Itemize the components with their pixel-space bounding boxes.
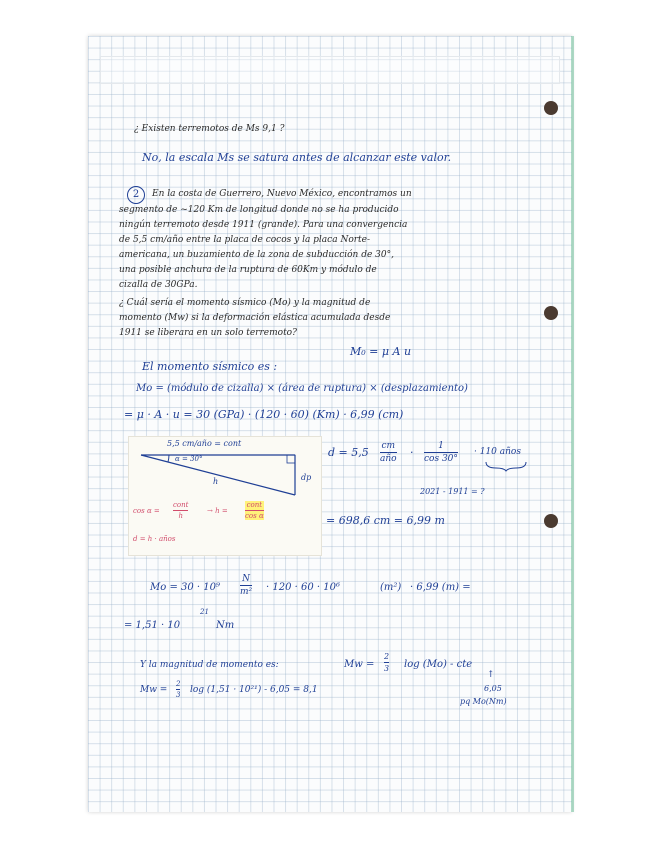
sticky-note	[128, 436, 322, 556]
year-span: 2021 - 1911 = ?	[420, 487, 485, 496]
mo-numeric-m2: (m²)	[380, 582, 402, 593]
mo-numeric-lhs: Mo = 30 · 10⁹	[150, 582, 220, 593]
problem-number: 2	[127, 186, 145, 204]
mo-unit: Nm	[216, 620, 235, 631]
mw-calc-rhs: log (1,51 · 10²¹) - 6,05 = 8,1	[190, 685, 318, 695]
mo-exponent: 21	[200, 608, 209, 616]
d-calc-lhs: d = 5,5	[328, 446, 369, 459]
problem-text-line: cizalla de 30GPa.	[119, 280, 198, 290]
mw-formula-fraction: 2 3	[384, 652, 390, 673]
question-1: ¿ Existen terremotos de Ms 9,1 ?	[134, 124, 285, 134]
problem-text-line: En la costa de Guerrero, Nuevo México, encontramos un	[152, 189, 412, 199]
header-band	[100, 56, 560, 84]
mw-calc-fraction: 2 3	[176, 680, 181, 699]
sticky-dp: dp	[301, 473, 312, 482]
mw-formula-rhs: log (Mo) - cte	[404, 659, 473, 670]
sticky-cos-fraction: cont h	[173, 501, 189, 520]
mw-intro: Y la magnitud de momento es:	[140, 660, 279, 670]
mo-result: = 1,51 · 10	[124, 620, 181, 631]
sticky-alpha: α = 30°	[175, 455, 203, 463]
d-result: = 698,6 cm = 6,99 m	[326, 514, 445, 527]
mo-definition: Mo = (módulo de cizalla) × (área de ruptura) × (desplazamiento)	[136, 383, 468, 394]
mo-numeric-end: · 6,99 (m) =	[410, 582, 471, 593]
question-2-line: momento (Mw) si la deformación elástica acumulada desde	[119, 313, 391, 323]
d-calc-unit: cm año	[380, 441, 397, 464]
problem-text-line: segmento de ~120 Km de longitud donde no se ha producido	[119, 205, 399, 215]
question-2-line: ¿ Cuál sería el momento sísmico (Mo) y la magnitud de	[119, 298, 371, 308]
mw-arrow: ↑	[487, 670, 495, 680]
mo-calculation: = μ · A · u = 30 (GPa) · (120 · 60) (Km) · 6,99 (cm)	[124, 408, 404, 421]
moment-title: El momento sísmico es :	[142, 360, 278, 373]
problem-text-line: de 5,5 cm/año entre la placa de cocos y la placa Norte-	[119, 235, 371, 245]
sticky-d-line: d = h · años	[133, 535, 176, 543]
problem-text-line: americana, un buzamiento de la zona de subducción de 30°,	[119, 250, 394, 260]
mw-cte: 6,05	[484, 684, 502, 693]
problem-text-line: una posible anchura de la ruptura de 60Km y módulo de	[119, 265, 377, 275]
sticky-top-label: 5,5 cm/año = cont	[167, 439, 242, 448]
mo-numeric-mid: · 120 · 60 · 10⁶	[266, 582, 340, 593]
problem-text-line: ningún terremoto desde 1911 (grande). Para una convergencia	[119, 220, 408, 230]
mw-note: pq Mo(Nm)	[460, 697, 507, 706]
sticky-h-fraction: cont cos α	[245, 501, 264, 520]
mw-formula-lhs: Mw =	[344, 659, 375, 670]
binder-hole	[544, 306, 558, 320]
d-calc-cos: 1 cos 30°	[424, 441, 458, 464]
answer-1: No, la escala Ms se satura antes de alcanzar este valor.	[142, 151, 452, 164]
mo-numeric-unit: N m²	[240, 574, 253, 597]
brace	[484, 460, 528, 472]
sticky-h: h	[213, 477, 219, 486]
sticky-cos-label: cos α =	[133, 507, 160, 515]
binder-hole	[544, 514, 558, 528]
question-2-line: 1911 se liberara en un solo terremoto?	[119, 328, 297, 338]
formula-m0: M₀ = μ A u	[350, 345, 412, 358]
binder-hole	[544, 101, 558, 115]
d-calc-years: · 110 años	[474, 447, 521, 457]
mw-calc-lhs: Mw =	[140, 685, 168, 695]
sticky-arrow: → h =	[207, 507, 228, 515]
d-calc-dot: ·	[410, 446, 414, 459]
